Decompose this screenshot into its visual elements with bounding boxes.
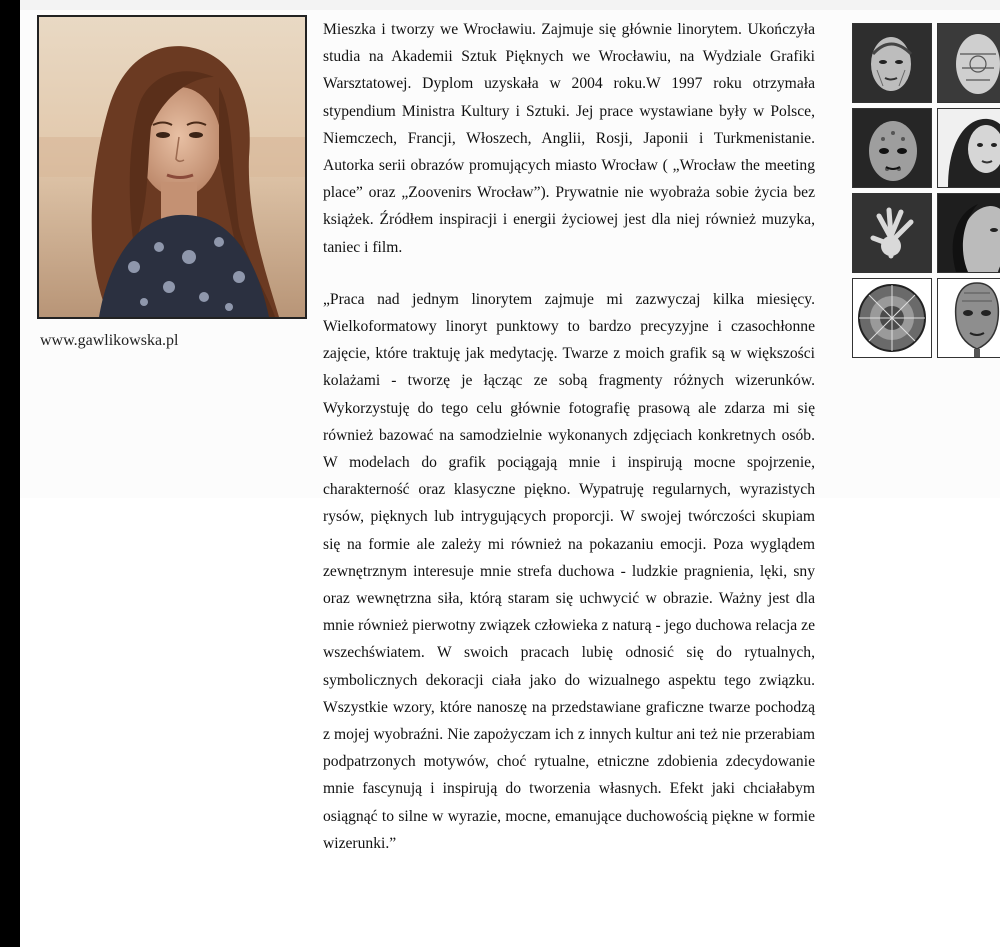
tattooed-face-print-2-icon: [938, 24, 1000, 102]
thumbnail-tattooed-face-1[interactable]: [852, 23, 932, 103]
circular-pattern-print-icon: [853, 279, 931, 357]
woman-profile-print-icon: [938, 194, 1000, 272]
bio-paragraph-1: Mieszka i tworzy we Wrocławiu. Zajmuje się głównie linorytem. Ukończyła studia na Akademii Sztuk Pięknych we Wrocławiu, na Wydziale Grafiki Warsztatowej. Dyplom uzyskała w 2004 roku.W 1997 roku otrzymała stypendium Ministra Kultury i Sztuki. Jej prace wystawiane były w Polsce, Niemczech, Francji, Włoszech, Anglii, Rosji, Japonii i Turkmenistanie. Autorka serii obrazów promujących miasto Wrocław ( „Wrocław the meeting place” oraz „Zoovenirs Wrocław”). Prywatnie nie wyobraża sobie życia bez książek. Źródłem inspiracji i energii życiowej jest dla niej również muzyka, taniec i film.: [323, 21, 815, 256]
thumbnail-woman-face[interactable]: [937, 108, 1000, 188]
thumbnail-circular-pattern[interactable]: [852, 278, 932, 358]
bio-quote-paragraph: „Praca nad jednym linorytem zajmuje mi zazwyczaj kilka miesięcy. Wielkoformatowy linoryt punktowy to bardzo precyzyjne i czasochłonne zajęcie, które traktuję jak medytację. Twarze z moich grafik są w większości kolażami - tworzę je łącząc ze sobą fragmenty różnych wizerunków. Wykorzystuję do tego celu głównie fotografię prasową ale zdarza mi się również bazować na samodzielnie wykonanych zdjęciach konkretnych osób. W modelach do grafik pociągają mnie i inspirują mocne spojrzenie, charakterność oraz klasyczne piękno. Wypatruję regularnych, wyrazistych rysów, pięknych lub intrygujących proporcji. W swojej twórczości skupiam się na formie ale zależy mi również na pokazaniu emocji. Poza wyglądem zewnętrznym interesuje mnie strefa duchowa - ludzkie pragnienia, lęki, sny oraz wewnętrzna siła, którą staram się uchwycić w obrazie. Ważny jest dla mnie również pierwotny związek człowieka z naturą - jego duchowa relacja ze wszechświatem. W swoich pracach lubię odnosić się do rytualnych, symbolicznych dekoracji ciała jako do wizualnego aspektu tego związku. Wszystkie wzory, które nanoszę na przedstawiane graficzne twarze pochodzą z mojej wyobraźni. Nie zapożyczam ich z innych kultur ani też nie przerabiam podpatrzonych motywów, choć rytualne, etniczne zdobienia zdecydowanie mnie fascynują i inspirują do tworzenia własnych. Efekt jaki chciałabym osiągnąć to silne w wyrazie, mocne, emanujące duchowością piękne w formie wizerunki.”: [323, 290, 815, 852]
thumbnail-woman-profile[interactable]: [937, 193, 1000, 273]
hand-print-icon: [853, 194, 931, 272]
thumbnail-tattooed-face-2[interactable]: [937, 23, 1000, 103]
patterned-face-print-icon: [853, 109, 931, 187]
thumbnail-mask[interactable]: [937, 278, 1000, 358]
woman-face-print-icon: [938, 109, 1000, 187]
thumbnail-hand[interactable]: [852, 193, 932, 273]
website-link[interactable]: www.gawlikowska.pl: [40, 332, 179, 349]
tattooed-face-print-icon: [853, 24, 931, 102]
thumbnail-patterned-face[interactable]: [852, 108, 932, 188]
artist-photo: [37, 15, 307, 319]
biography: [323, 16, 815, 857]
top-band: [20, 0, 1000, 10]
mask-print-icon: [938, 279, 1000, 357]
